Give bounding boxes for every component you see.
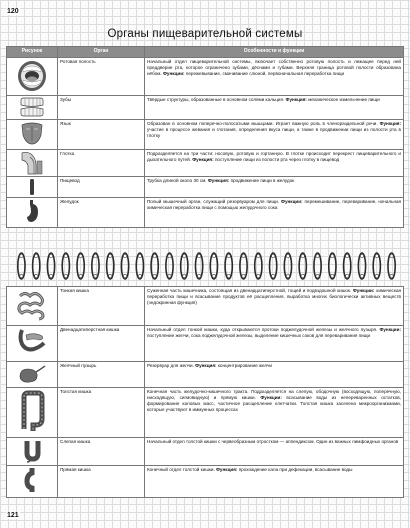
organ-name: Толстая кишка [58,388,145,438]
binding-hole [20,274,23,277]
binding-hole [227,274,230,277]
organ-description: Резервуар для желчи. Функция: концентрирование желчи [145,362,404,388]
binding-hole [286,254,289,257]
table-row [7,388,404,438]
binding-hole [197,274,200,277]
table-row [7,120,404,150]
binding-hole [138,274,141,277]
organ-name: Язык [58,120,145,150]
binding-hole [331,254,334,257]
binding-hole [257,254,260,257]
picture-cell [7,388,58,438]
binding-hole [375,274,378,277]
gallbladder-icon [17,363,47,385]
table-row [7,362,404,388]
pharynx-icon [18,151,46,175]
picture-cell [7,198,58,228]
binding-hole [390,274,393,277]
binding-hole [301,254,304,257]
organ-description: Конечный отдел толстой кишки. Функция: прохождение кала при дефекации, всасывание воды [145,466,404,498]
organ-description: Начальный отдел пищеварительной системы, включает собственно ротовую полость и лежащее перед ней преддверие рта, которое ограничено зубами, дёснами и губами. Верхняя граница ротовой полости образована нёбом. Функции: пережевывание, смачивание слюной, первоначальная переработка пищи [145,58,404,96]
mouth-icon [15,59,49,93]
organ-name: Двенадцатиперстная кишка [58,326,145,362]
organ-description: Образован в основном поперечно-полосатыми мышцами. Играет важную роль в членораздельной речи. Функция: участие в процессе жевания и глотания, определения вкуса пищи, а также в продвижении пищи из полости рта в глотку [145,120,404,150]
organ-description: Суженная часть кишечника, состоящая из двенадцатиперстной, тощей и подвздошной кишок. Функции: химическая переработка пищи и всасывание продуктов её расщепления, выработка многих биологически активных веществ (эндокринная функция) [145,287,404,326]
binding-hole [197,254,200,257]
picture-cell [7,466,58,498]
binding-hole [390,254,393,257]
binding-hole [360,274,363,277]
table-row [7,150,404,177]
table-row [7,58,404,96]
picture-cell [7,287,58,326]
table-row [7,198,404,228]
organ-name: Глотка [58,150,145,177]
table-row [7,466,404,498]
table-row [7,177,404,198]
binding-hole [242,274,245,277]
organ-description: Конечная часть желудочно-кишечного тракта. Подразделяется на слепую, ободочную (восходящую, поперечную, нисходящую, сигмовидную) и прямую кишки. Функции: всасывание воды из непереваренных остатков, формирование каловых масс, частичное расщепление клетчатки. Толстая кишка заселена микроорганизмами, которые участвуют в иммунных процессах [145,388,404,438]
binding-hole [79,254,82,257]
page-number-left: 120 [7,8,19,15]
stomach-icon [24,199,40,223]
table-row [7,326,404,362]
organ-name: Тонкая кишка [58,287,145,326]
tongue-icon [18,121,46,145]
small-intestine-icon [15,288,49,322]
rectum-icon [22,467,42,493]
table-row [7,287,404,326]
organ-name: Слепая кишка [58,438,145,466]
picture-cell [7,177,58,198]
binding-hole [346,274,349,277]
binding-hole [94,274,97,277]
organs-table-bottom [6,286,404,498]
esophagus-icon [26,178,38,196]
binding-hole [257,274,260,277]
table-header-row [7,47,404,58]
header-organ: Орган [58,47,145,58]
binding-hole [360,254,363,257]
spiral-binding [14,249,399,283]
picture-cell [7,58,58,96]
binding-hole [242,254,245,257]
picture-cell [7,96,58,120]
binding-hole [183,274,186,277]
binding-hole [286,274,289,277]
organ-description: Подразделяется на три части: носовую, ротовую и гортанную. В глотке происходит перекрест пищеварительного и дыхательного путей. Функция: поступление пищи из полости рта через глотку в пищевод [145,150,404,177]
picture-cell [7,362,58,388]
binding-hole [64,274,67,277]
header-features: Особенности и функции [145,47,404,58]
binding-hole [183,254,186,257]
binding-hole [331,274,334,277]
organ-description: Полый мышечный орган, служащий резервуаром для пищи. Функции: перемешивание, переваривание, начальная химическая переработка пищи с помощью желудочного сока [145,198,404,228]
organ-name: Ротовая полость [58,58,145,96]
organ-name: Прямая кишка [58,466,145,498]
binding-hole [49,274,52,277]
cecum-icon [19,439,45,463]
binding-hole [227,254,230,257]
binding-hole [79,274,82,277]
binding-hole [35,274,38,277]
binding-hole [168,274,171,277]
binding-hole [109,274,112,277]
page-number-right: 121 [7,512,19,519]
binding-hole [20,254,23,257]
organ-name: Пищевод [58,177,145,198]
picture-cell [7,326,58,362]
binding-hole [272,274,275,277]
binding-hole [272,254,275,257]
organ-description: Твёрдые структуры, образованные в основном солями кальция. Функция: механическое измельчение пищи [145,96,404,120]
binding-hole [346,254,349,257]
binding-hole [123,274,126,277]
organ-name: Желудок [58,198,145,228]
binding-hole [316,254,319,257]
binding-hole [212,254,215,257]
organ-name: Зубы [58,96,145,120]
binding-hole [109,254,112,257]
page-title: Органы пищеварительной системы [107,28,303,40]
teeth-icon [17,97,47,117]
binding-hole [301,274,304,277]
organ-name: Желчный пузырь [58,362,145,388]
picture-cell [7,150,58,177]
binding-hole [168,254,171,257]
binding-hole [316,274,319,277]
header-picture: Рисунок [7,47,58,58]
duodenum-icon [16,327,48,353]
binding-hole [375,254,378,257]
binding-hole [35,254,38,257]
organ-description: Начальный отдел тонкой кишки, куда открываются протоки поджелудочной железы и желчного пузыря. Функции: поступление желчи, сока поджелудочной железы, выделение кишечных соков для переваривания пищи [145,326,404,362]
binding-hole [138,254,141,257]
picture-cell [7,120,58,150]
binding-hole [153,254,156,257]
table-row [7,438,404,466]
binding-hole [123,254,126,257]
binding-hole [212,274,215,277]
organ-description: Начальный отдел толстой кишки с червеобразным отростком — аппендиксом. Один из важных лимфоидных органов [145,438,404,466]
organs-table-top [6,46,404,228]
binding-hole [94,254,97,257]
binding-hole [49,254,52,257]
organ-description: Трубка длиной около 30 см. Функция: продвижение пищи в желудок [145,177,404,198]
picture-cell [7,438,58,466]
binding-hole [64,254,67,257]
large-intestine-icon [16,389,48,433]
binding-hole [153,274,156,277]
table-row [7,96,404,120]
